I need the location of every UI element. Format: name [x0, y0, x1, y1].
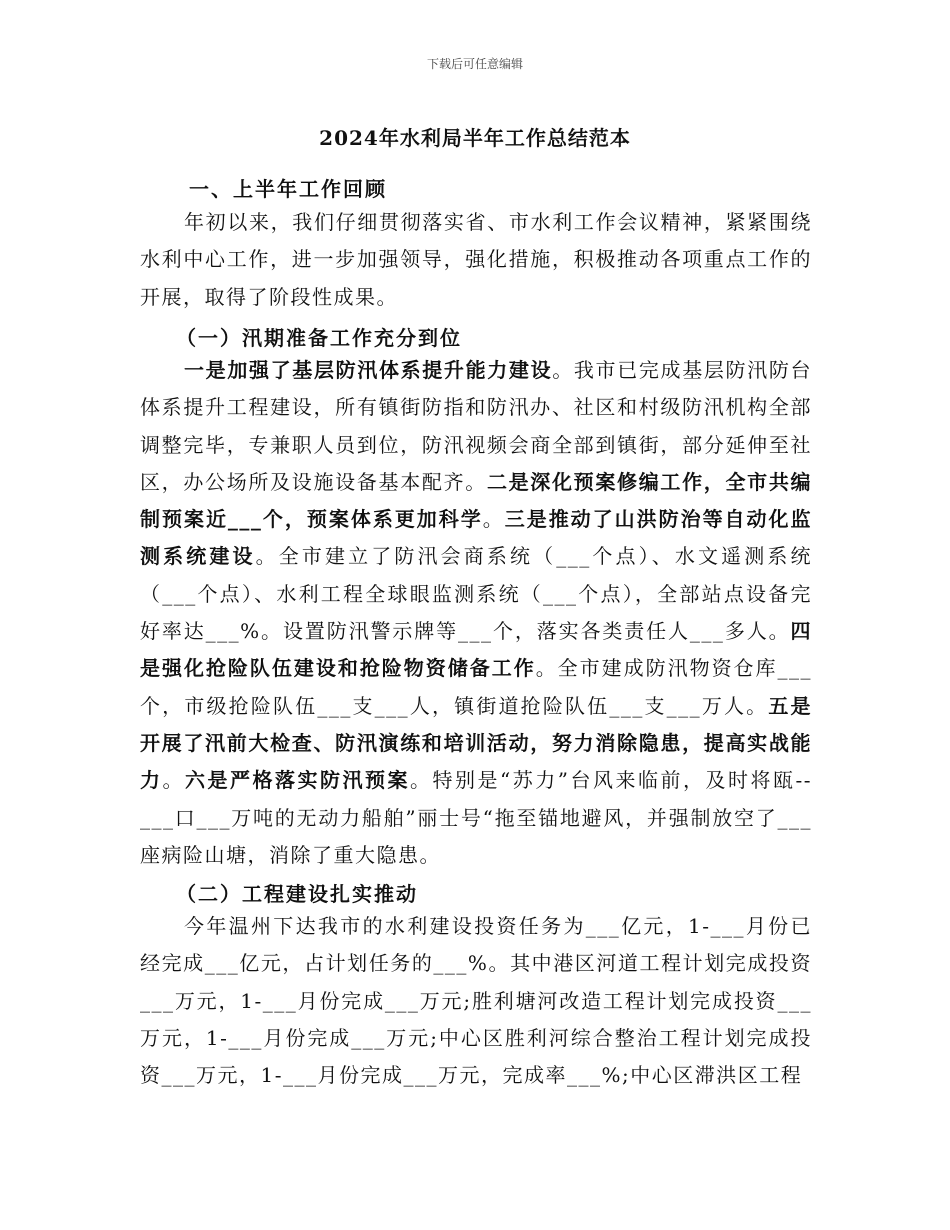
point-2-bold: 二是深化预案修编工作，全市共编制预案近___个，预案体系更加科学 — [140, 469, 813, 532]
point-4-bold: 四是强化抢险队伍建设和抢险物资储备工作 — [140, 619, 812, 681]
flood-prep-paragraph — [140, 352, 812, 874]
intro-paragraph: 年初以来，我们仔细贯彻落实省、市水利工作会议精神，紧紧围绕水利中心工作，进一步加强领导，强化措施，积极推动各项重点工作的开展，取得了阶段性成果。 — [140, 210, 812, 309]
construction-paragraph: 今年温州下达我市的水利建设投资任务为___亿元，1-___月份已经完成___亿元，占计划任务的___%。其中港区河道工程计划完成投资___万元，1-___月份完成___万元;胜利塘河改造工程计划完成投资___万元，1-___月份完成___万元;中心区胜利河综合整治工程计划完成投资___万元，1-___月份完成___万元，完成率___%;中心区滞洪区工程 — [140, 914, 812, 1088]
subsection-heading-flood-prep: （一）汛期准备工作充分到位 — [176, 326, 462, 350]
point-6-bold: 六是严格落实防汛预案 — [185, 768, 411, 793]
subsection-heading-construction: （二）工程建设扎实推动 — [176, 882, 418, 906]
point-1-text: 。我市已完成基层防汛防台体系提升工程建设，所有镇街防指和防汛办、社区和村级防汛机构全部调整完毕，专兼职人员到位，防汛视频会商全部到镇街，部分延伸至社区，办公场所及设施设备基本配齐。 — [140, 358, 813, 494]
point-2-text: 。 — [482, 507, 505, 532]
point-5-bold: 五是开展了汛前大检查、防汛演练和培训活动，努力消除隐患，提高实战能力 — [140, 693, 813, 793]
point-3-bold: 三是推动了山洪防治等自动化监测系统建设 — [140, 507, 813, 569]
point-4-text: 。全市建成防汛物资仓库___个，市级抢险队伍___支___人，镇街道抢险队伍___支___万人。 — [140, 656, 813, 718]
point-6-text: 。特别是“苏力”台风来临前，及时将瓯--___口___万吨的无动力船舶”丽士号“拖至锚地避风，并强制放空了___座病险山塘，消除了重大隐患。 — [140, 768, 813, 867]
point-3-text: 。全市建立了防汛会商系统（___个点）、水文遥测系统（___个点）、水利工程全球眼监测系统（___个点），全部站点设备完好率达___%。设置防汛警示牌等___个，落实各类责任人___多人。 — [140, 544, 812, 644]
point-5-text: 。 — [162, 768, 186, 793]
document-title: 2024年水利局半年工作总结范本 — [319, 126, 631, 150]
section-heading-review: 一、上半年工作回顾 — [189, 177, 387, 201]
point-1-bold: 一是加强了基层防汛体系提升能力建设 — [184, 358, 553, 382]
page-header: 下载后可任意编辑 — [426, 57, 523, 71]
